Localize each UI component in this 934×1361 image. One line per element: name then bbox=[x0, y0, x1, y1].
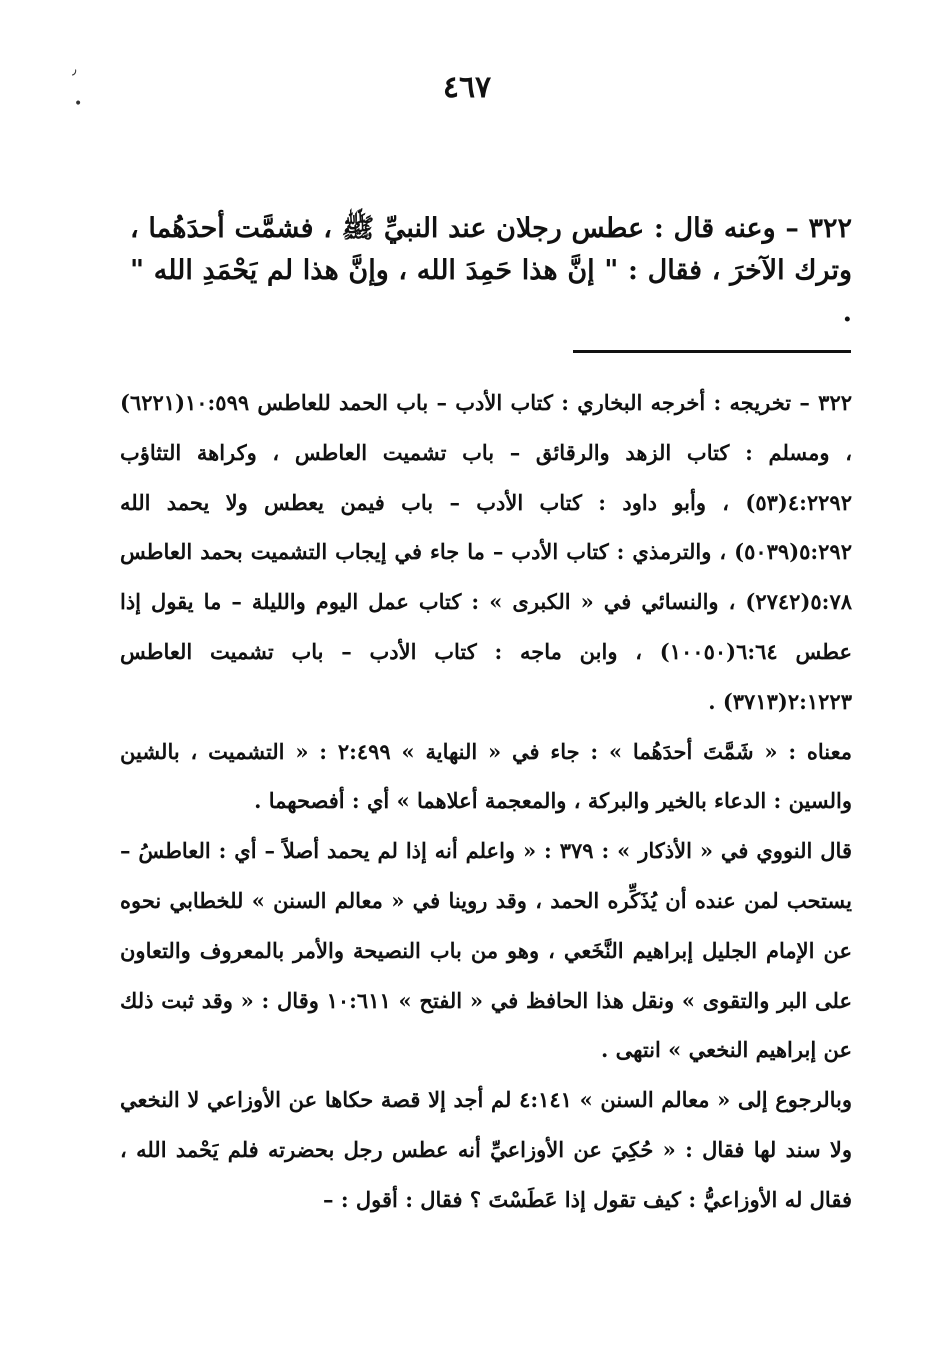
takhrij-text: أخرجه البخاري : كتاب الأدب – باب الحمد للعاطس ١٠:٥٩٩(٦٢٢١) ، ومسلم : كتاب الزهد والرقائق – باب تشميت العاطس ، وكراهة التثاؤب ٤:٢٢٩٢(٥٣) ، وأبو داود : كتاب الأدب – باب فيمن يعطس ولا يحمد الله ٥:٢٩٢(٥٠٣٩) ، والترمذي : كتاب الأدب – ما جاء في إيجاب التشميت بحمد العاطس ٥:٧٨(٢٧٤٢) ، والنسائي في « الكبرى » : كتاب عمل اليوم والليلة – ما يقول إذا عطس ٦:٦٤(١٠٠٥٠) ، وابن ماجه : كتاب الأدب – باب تشميت العاطس ٢:١٢٢٣(٣٧١٣) . bbox=[120, 390, 852, 714]
maanahu-text: « شَمَّتَ أحدَهُما » : جاء في « النهاية » ٢:٤٩٩ : « التشميت ، بالشين والسين : الدعاء بالخير والبركة ، والمعجمة أعلاهما » أي : أفصحهما . bbox=[120, 738, 852, 814]
hadith-text: وعنه قال : عطس رجلان عند النبيِّ ﷺ ، فشمَّت أحدَهُما ، وترك الآخرَ ، فقال : " إنَّ هذا حَمِدَ الله ، وإنَّ هذا لم يَحْمَدِ الله " . bbox=[130, 213, 852, 328]
footnotes bbox=[120, 378, 852, 1225]
maanahu-paragraph bbox=[120, 727, 852, 827]
hadith-paragraph: ٣٢٢ – وعنه قال : عطس رجلان عند النبيِّ ﷺ ، فشمَّت أحدَهُما ، وترك الآخرَ ، فقال : " إنَّ هذا حَمِدَ الله ، وإنَّ هذا لم يَحْمَدِ الله " . bbox=[130, 213, 852, 328]
takhrij-label: ٣٢٢ – تخريجه : bbox=[713, 390, 853, 415]
footnote-divider bbox=[573, 350, 851, 353]
maanahu-label: معناه : bbox=[788, 738, 852, 764]
page-number: ٤٦٧ bbox=[442, 70, 492, 105]
hadith-block bbox=[130, 208, 852, 334]
margin-mark-mid: • bbox=[74, 96, 83, 112]
nawawi-paragraph: قال النووي في « الأذكار » : ٣٧٩ : « واعلم أنه إذا لم يحمد أصلاً – أي : العاطسُ – يستحب لمن عنده أن يُذَكِّره الحمد ، وقد روينا في « معالم السنن » للخطابي نحوه عن الإمام الجليل إبراهيم النَّخَعي ، وهو من باب النصيحة والأمر بالمعروف والتعاون على البر والتقوى » ونقل هذا الحافظ في « الفتح » ١٠:٦١١ وقال : « وقد ثبت ذلك عن إبراهيم النخعي » انتهى . bbox=[120, 838, 852, 1063]
hadith-number: ٣٢٢ bbox=[808, 213, 852, 244]
takhrij-paragraph bbox=[120, 378, 852, 727]
margin-mark-top: ٫ bbox=[72, 62, 77, 78]
rujoo-paragraph: وبالرجوع إلى « معالم السنن » ٤:١٤١ لم أجد إلا قصة حكاها عن الأوزاعي لا النخعي ولا سند لها فقال : « حُكِيَ عن الأوزاعيِّ أنه عطس رجل بحضرته فلم يَحْمد الله ، فقال له الأوزاعيُّ : كيف تقول إذا عَطَسْتَ ؟ فقال : أقول : – bbox=[120, 1087, 852, 1212]
